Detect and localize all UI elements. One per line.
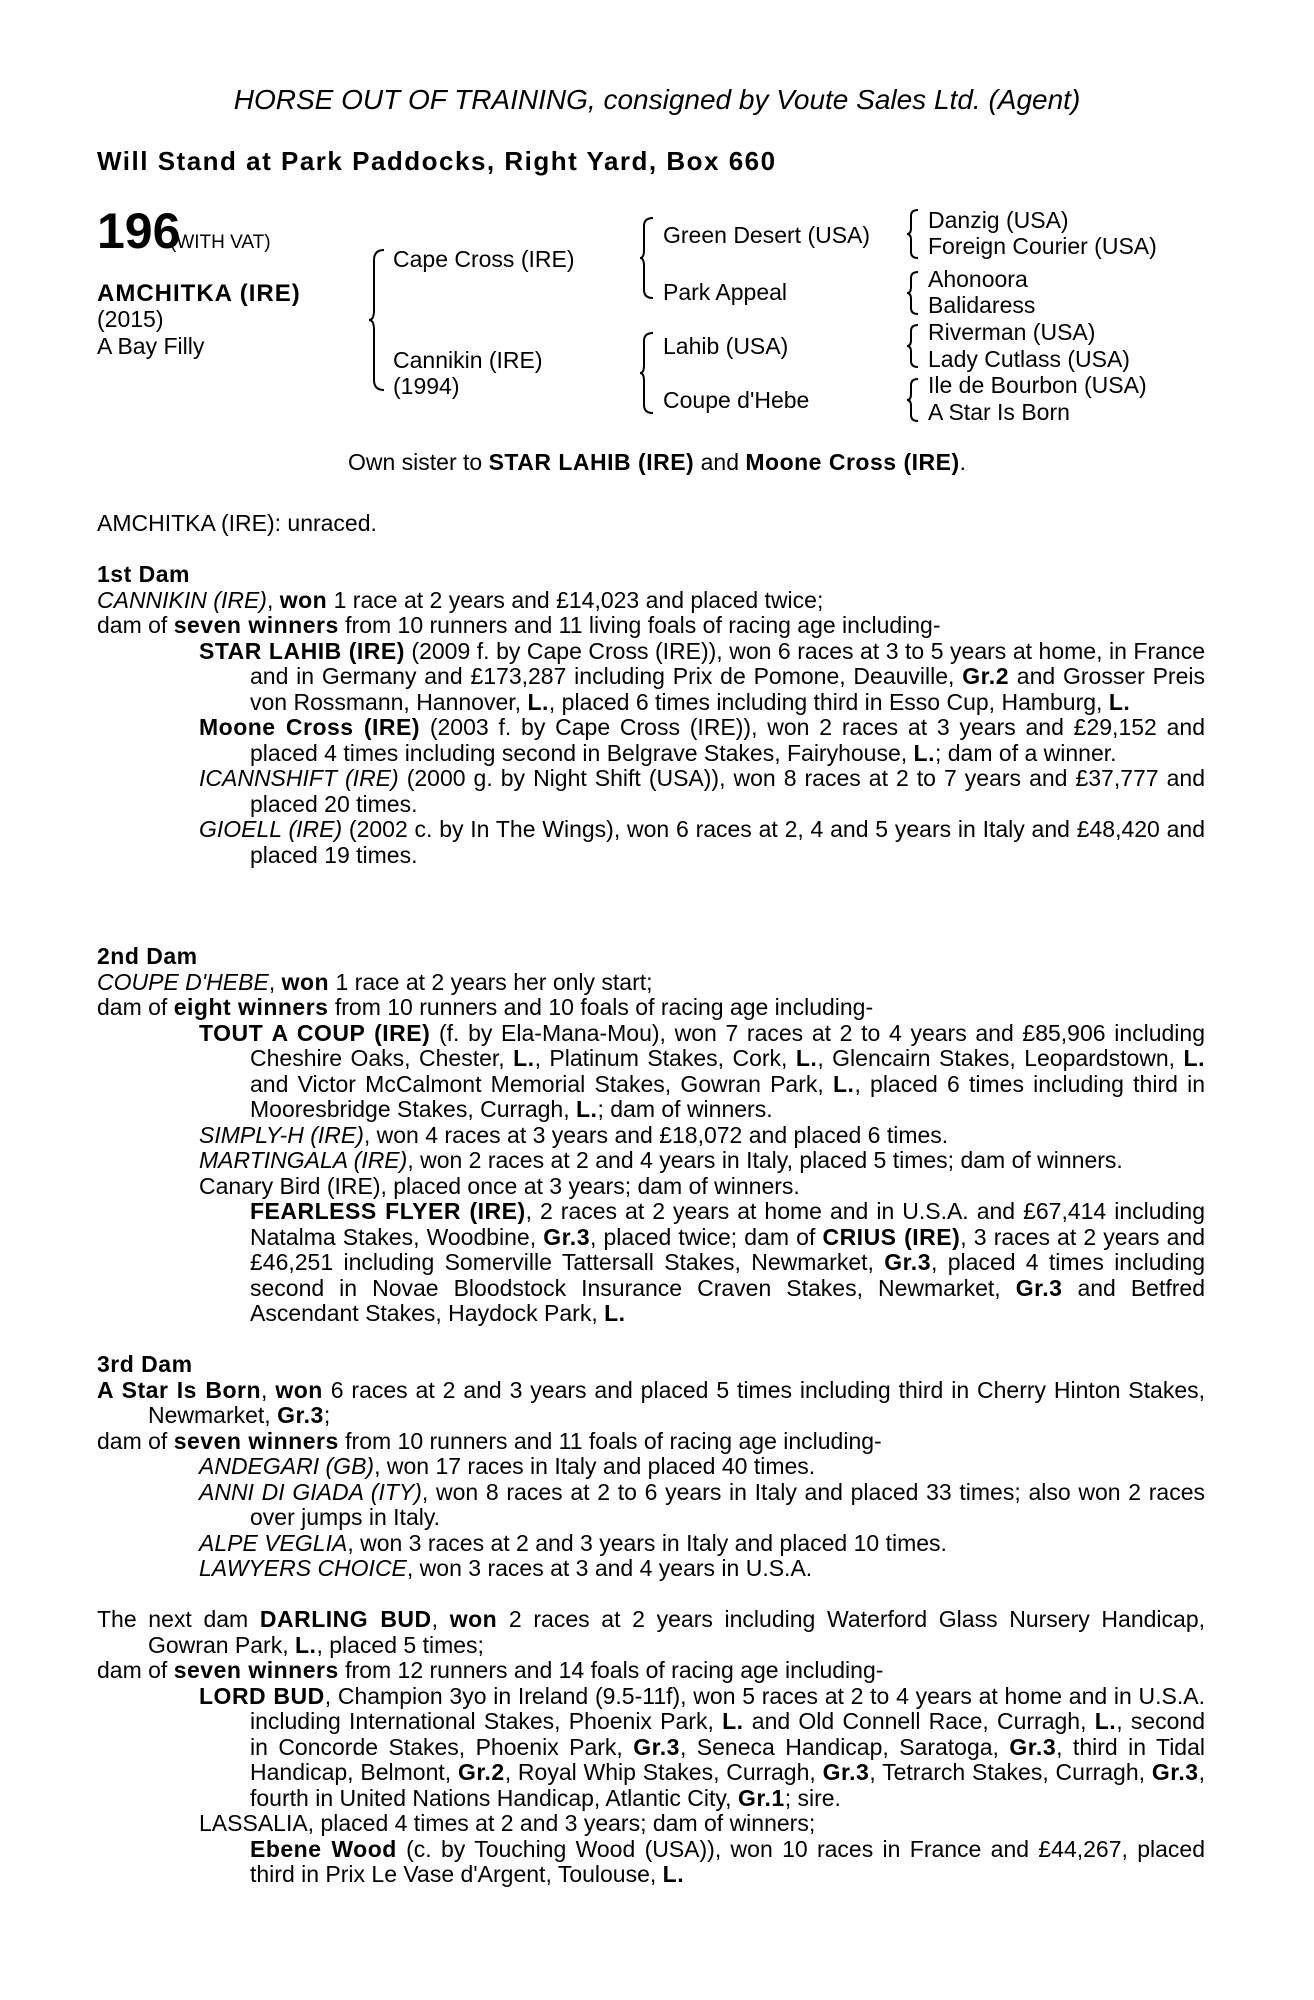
dam-produce-summary: dam of seven winners from 10 runners and 11 living foals of racing age including- — [97, 612, 941, 638]
dam-record: The next dam DARLING BUD, won 2 races at 2 years including Waterford Glass Nursery Handicap, Gowran Park, L., placed 5 times; — [97, 1606, 1205, 1658]
pedigree-brace-g34 — [906, 270, 920, 316]
own-sister-note: Own sister to STAR LAHIB (IRE) and Moone Cross (IRE). — [347, 449, 966, 475]
dam-record: COUPE D'HEBE, won 1 race at 2 years her only start; — [97, 968, 653, 995]
unraced-note: AMCHITKA (IRE): unraced. — [97, 510, 377, 536]
ancestor-g7: Ile de Bourbon (USA) — [928, 372, 1147, 398]
lot-number: 196 — [97, 203, 181, 259]
sire-dam: Park Appeal — [663, 279, 788, 305]
produce-entry: LASSALIA, placed 4 times at 2 and 3 years; dam of winners; — [199, 1810, 816, 1836]
vat-note: (WITH VAT) — [170, 232, 271, 253]
pedigree-brace-main — [368, 248, 386, 392]
ancestor-g8: A Star Is Born — [928, 399, 1070, 425]
second-dam-section — [97, 944, 1205, 1327]
dam-produce-summary: dam of seven winners from 12 runners and 14 foals of racing age including- — [97, 1657, 884, 1683]
pedigree-brace-g78 — [906, 377, 920, 423]
ancestor-g4: Balidaress — [928, 292, 1036, 318]
dam-produce-summary: dam of seven winners from 10 runners and 11 foals of racing age including- — [97, 1427, 882, 1454]
produce-entry: LAWYERS CHOICE, won 3 races at 3 and 4 years in U.S.A. — [199, 1555, 813, 1581]
produce-entry-grandchild: FEARLESS FLYER (IRE), 2 races at 2 years at home and in U.S.A. and £67,414 including Natalma Stakes, Woodbine, Gr.3, placed twice; dam of CRIUS (IRE), 3 races at 2 years and £46,251 including Somerville Tattersall Stakes, Newmarket, Gr.3, placed 4 times including second in Novae Bloodstock Insurance Craven Stakes, Newmarket, Gr.3 and Betfred Ascendant Stakes, Haydock Park, L. — [250, 1198, 1206, 1326]
dam-produce-summary: dam of eight winners from 10 runners and 10 foals of racing age including- — [97, 994, 874, 1020]
third-dam-section — [97, 1352, 1205, 1582]
ancestor-g5: Riverman (USA) — [928, 319, 1096, 345]
section-heading: 1st Dam — [97, 561, 190, 587]
dam-sire: Lahib (USA) — [663, 333, 789, 359]
produce-entry: ANNI DI GIADA (ITY), won 8 races at 2 to 6 years in Italy and placed 33 times; also won 2 races over jumps in Italy. — [199, 1478, 1205, 1530]
pedigree-brace-dam — [639, 331, 655, 415]
ancestor-g1: Danzig (USA) — [928, 207, 1069, 233]
first-dam-section — [97, 562, 1205, 868]
section-heading: 2nd Dam — [97, 943, 198, 969]
section-heading: 3rd Dam — [97, 1351, 193, 1377]
dam-dam: Coupe d'Hebe — [663, 387, 810, 413]
horse-name: AMCHITKA (IRE) — [97, 280, 301, 307]
produce-entry: STAR LAHIB (IRE) (2009 f. by Cape Cross (IRE)), won 6 races at 3 to 5 years at home, in France and in Germany and £173,287 including Prix de Pomone, Deauville, Gr.2 and Grosser Preis von Rossmann, Hannover, L., placed 6 times including third in Esso Cup, Hamburg, L. — [199, 637, 1205, 715]
produce-entry: MARTINGALA (IRE), won 2 races at 2 and 4 years in Italy, placed 5 times; dam of winners. — [199, 1147, 1123, 1173]
produce-entry: Canary Bird (IRE), placed once at 3 years; dam of winners. — [199, 1172, 800, 1199]
sire-sire: Green Desert (USA) — [663, 222, 871, 248]
pedigree-brace-g12 — [906, 208, 920, 260]
dam: Cannikin (IRE) — [393, 347, 543, 373]
produce-entry: GIOELL (IRE) (2002 c. by In The Wings), won 6 races at 2, 4 and 5 years in Italy and £48,420 and placed 19 times. — [199, 816, 1206, 868]
next-dam-section — [97, 1607, 1205, 1888]
dam-record: A Star Is Born, won 6 races at 2 and 3 years and placed 5 times including third in Cherry Hinton Stakes, Newmarket, Gr.3; — [97, 1376, 1205, 1428]
produce-entry: SIMPLY-H (IRE), won 4 races at 3 years and £18,072 and placed 6 times. — [199, 1121, 949, 1148]
produce-entry: ALPE VEGLIA, won 3 races at 2 and 3 years in Italy and placed 10 times. — [199, 1529, 947, 1556]
pedigree-brace-g56 — [906, 323, 920, 369]
page-header-title: HORSE OUT OF TRAINING, consigned by Voute Sales Ltd. (Agent) — [233, 84, 1081, 115]
produce-entry: TOUT A COUP (IRE) (f. by Ela-Mana-Mou), won 7 races at 2 to 4 years and £85,906 including Cheshire Oaks, Chester, L., Platinum Stakes, Cork, L., Glencairn Stakes, Leopardstown, L. and Victor McCalmont Memorial Stakes, Gowran Park, L., placed 6 times including third in Mooresbridge Stakes, Curragh, L.; dam of winners. — [199, 1019, 1206, 1122]
sire: Cape Cross (IRE) — [393, 246, 575, 272]
ancestor-g6: Lady Cutlass (USA) — [928, 346, 1130, 372]
produce-entry: Moone Cross (IRE) (2003 f. by Cape Cross (IRE)), won 2 races at 3 years and £29,152 and placed 4 times including second in Belgrave Stakes, Fairyhouse, L.; dam of a winner. — [199, 714, 1205, 766]
dam-record: CANNIKIN (IRE), won 1 race at 2 years and £14,023 and placed twice; — [97, 586, 824, 613]
dam-year: (1994) — [393, 373, 460, 399]
foaling-year: (2015) — [97, 306, 164, 332]
produce-entry-grandchild: Ebene Wood (c. by Touching Wood (USA)), won 10 races in France and £44,267, placed third in Prix Le Vase d'Argent, Toulouse, L. — [250, 1835, 1205, 1887]
ancestor-g3: Ahonoora — [928, 266, 1028, 292]
stabling-location: Will Stand at Park Paddocks, Right Yard, Box 660 — [97, 146, 777, 176]
produce-entry: LORD BUD, Champion 3yo in Ireland (9.5-11f), won 5 races at 2 to 4 years at home and in U.S.A. including International Stakes, Phoenix Park, L. and Old Connell Race, Curragh, L., second in Concorde Stakes, Phoenix Park, Gr.3, Seneca Handicap, Saratoga, Gr.3, third in Tidal Handicap, Belmont, Gr.2, Royal Whip Stakes, Curragh, Gr.3, Tetrarch Stakes, Curragh, Gr.3, fourth in United Nations Handicap, Atlantic City, Gr.1; sire. — [199, 1682, 1205, 1811]
pedigree-brace-sire — [639, 216, 655, 300]
ancestor-g2: Foreign Courier (USA) — [928, 233, 1157, 259]
produce-entry: ICANNSHIFT (IRE) (2000 g. by Night Shift (USA)), won 8 races at 2 to 7 years and £37,777 and placed 20 times. — [199, 765, 1205, 817]
horse-description: A Bay Filly — [97, 333, 205, 359]
produce-entry: ANDEGARI (GB), won 17 races in Italy and placed 40 times. — [199, 1453, 816, 1479]
